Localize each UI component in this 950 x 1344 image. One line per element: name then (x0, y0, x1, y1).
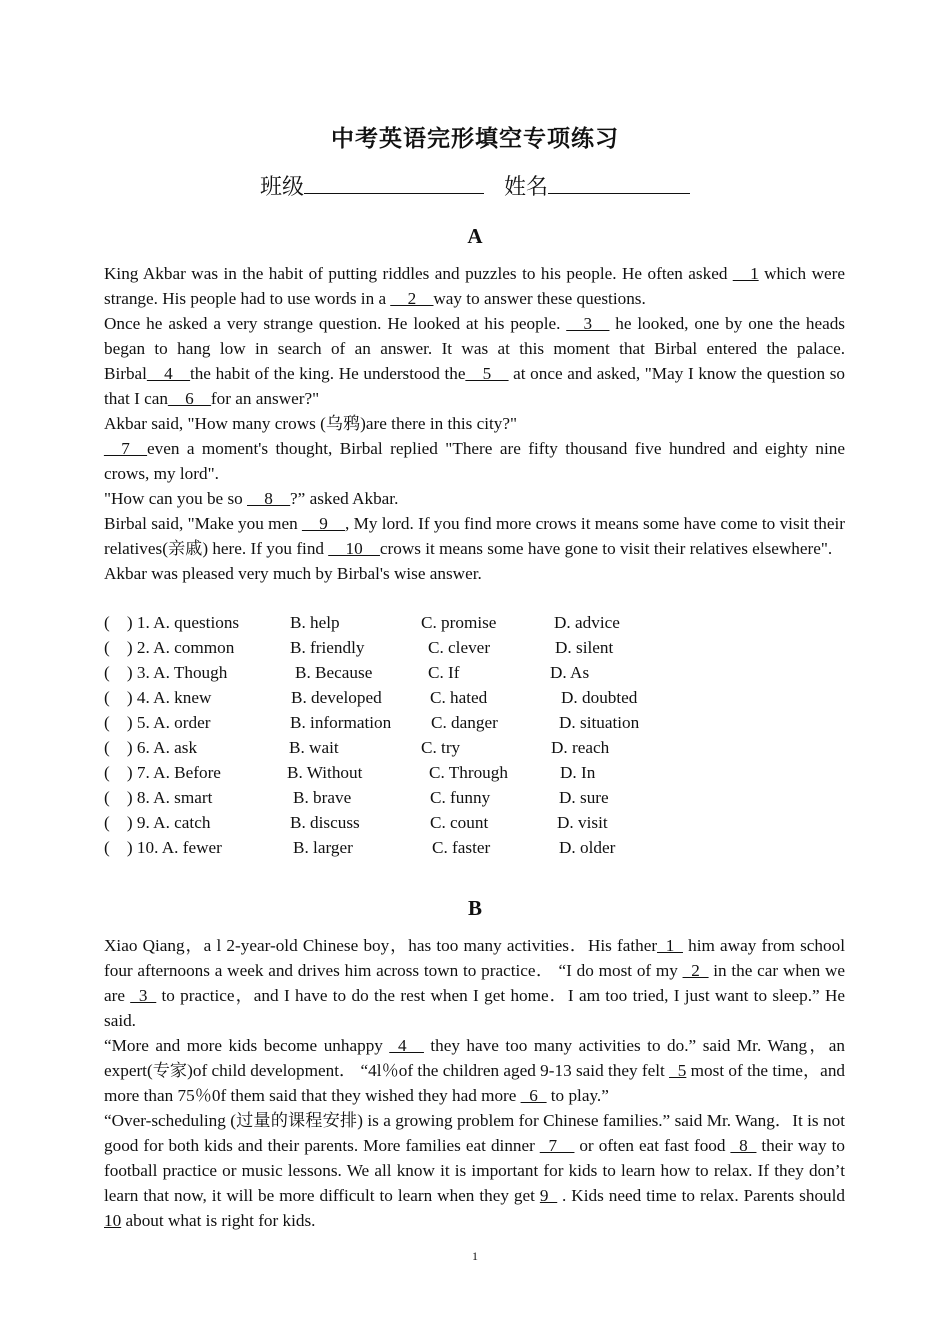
blank-4: __4__ (146, 364, 190, 383)
blank-b7: _7__ (539, 1136, 575, 1155)
option-row: ( ) 4. A. knew B. developed C. hated D. doubted (104, 688, 638, 707)
passage-paragraph: “More and more kids become unhappy _4__ they have too many activities to do.” said Mr. Wang，an expert(专家)of child development． “4l％of the children aged 9-13 said they felt _5 most of the time，and more than 75％0f them said that they wished they had more _6_ to play.” (104, 1036, 846, 1105)
passage-paragraph: "How can you be so __8__?” asked Akbar. (104, 489, 399, 508)
blank-10: __10__ (328, 539, 380, 558)
section-b-heading: B (467, 896, 482, 920)
blank-7: __7__ (104, 439, 147, 458)
option-row: ( ) 9. A. catch B. discuss C. count D. visit (104, 813, 608, 832)
passage-paragraph: “Over-scheduling (过量的课程安排) is a growing problem for Chinese families.” said Mr. Wang．It is not good for both kids and their parents. More families eat dinner _7__ or often eat fast food _8_ their way to football practice or music lessons. We all know it is important for kids to learn how to relax. If they don’t learn that now, it will be more difficult to learn when they get 9_ . Kids need time to relax. Parents should 10 about what is right for kids. (104, 1111, 845, 1230)
blank-b1: _1_ (657, 936, 683, 955)
option-row: ( ) 5. A. order B. information C. danger D. situation (104, 713, 640, 732)
option-row: ( ) 6. A. ask B. wait C. try D. reach (104, 738, 610, 757)
blank-1: __1 (732, 264, 759, 283)
passage-paragraph: King Akbar was in the habit of putting riddles and puzzles to his people. He often asked __1 which were strange. His people had to use words in a __2__way to answer these questions. (104, 264, 845, 308)
blank-5: __5__ (465, 364, 509, 383)
passage-paragraph: Akbar was pleased very much by Birbal's wise answer. (104, 564, 482, 583)
blank-9: __9__ (302, 514, 345, 533)
name-blank (548, 171, 690, 194)
blank-3: __3__ (566, 314, 610, 333)
option-row: ( ) 10. A. fewer B. larger C. faster D. older (104, 838, 616, 857)
name-label: 姓名 (504, 174, 549, 199)
option-row: ( ) 3. A. Though B. Because C. If D. As (104, 663, 590, 682)
blank-b3: _3_ (130, 986, 157, 1005)
blank-6: __6__ (167, 389, 211, 408)
blank-b2: _2_ (682, 961, 709, 980)
option-row: ( ) 2. A. common B. friendly C. clever D. silent (104, 638, 614, 657)
passage-paragraph: Xiao Qiang，a l 2-year-old Chinese boy，has too many activities．His father_1_ him away from school four afternoons a week and drives him across town to practice． “I do most of my _2_ in the car when we are _3_ to practice，and I have to do the rest when I get home．I am too tried, I just want to sleep.” He said. (104, 936, 846, 1030)
class-name-line (0, 170, 950, 201)
passage-paragraph: Once he asked a very strange question. He looked at his people. __3__ he looked, one by one the heads began to hang low in search of an answer. It was at this moment that Birbal entered the palace. Birbal__4__the habit of the king. He understood the__5__ at once and asked, "May I know the question so that I can__6__for an answer?" (104, 314, 845, 408)
blank-b5: _5 (669, 1061, 687, 1080)
option-row: ( ) 8. A. smart B. brave C. funny D. sure (104, 788, 609, 807)
class-blank (304, 171, 484, 194)
section-a-passage (104, 261, 845, 586)
blank-b9: 9_ (539, 1186, 558, 1205)
passage-paragraph: Akbar said, "How many crows (乌鸦)are there in this city?" (104, 414, 518, 433)
passage-paragraph: __7__even a moment's thought, Birbal replied "There are fifty thousand five hundred and eighty nine crows, my lord". (104, 439, 845, 483)
blank-2: __2__ (390, 289, 434, 308)
blank-8: __8__ (247, 489, 291, 508)
page-title: 中考英语完形填空专项练习 (331, 126, 619, 151)
passage-paragraph: Birbal said, "Make you men __9__, My lord. If you find more crows it means some have come to visit their relatives(亲戚) here. If you find __10__crows it means some have gone to visit their relatives elsewhere". (104, 514, 845, 558)
section-a-heading: A (467, 224, 483, 248)
page-number: 1 (472, 1249, 478, 1263)
blank-b10: 10 (104, 1211, 122, 1230)
blank-b4: _4__ (389, 1036, 424, 1055)
class-label: 班级 (259, 174, 304, 199)
blank-b6: _6_ (520, 1086, 547, 1105)
section-b-passage (104, 933, 845, 1233)
option-row: ( ) 7. A. Before B. Without C. Through D. In (104, 763, 596, 782)
option-row: ( ) 1. A. questions B. help C. promise D. advice (104, 613, 620, 632)
answer-options (104, 610, 845, 860)
blank-b8: _8_ (730, 1136, 757, 1155)
